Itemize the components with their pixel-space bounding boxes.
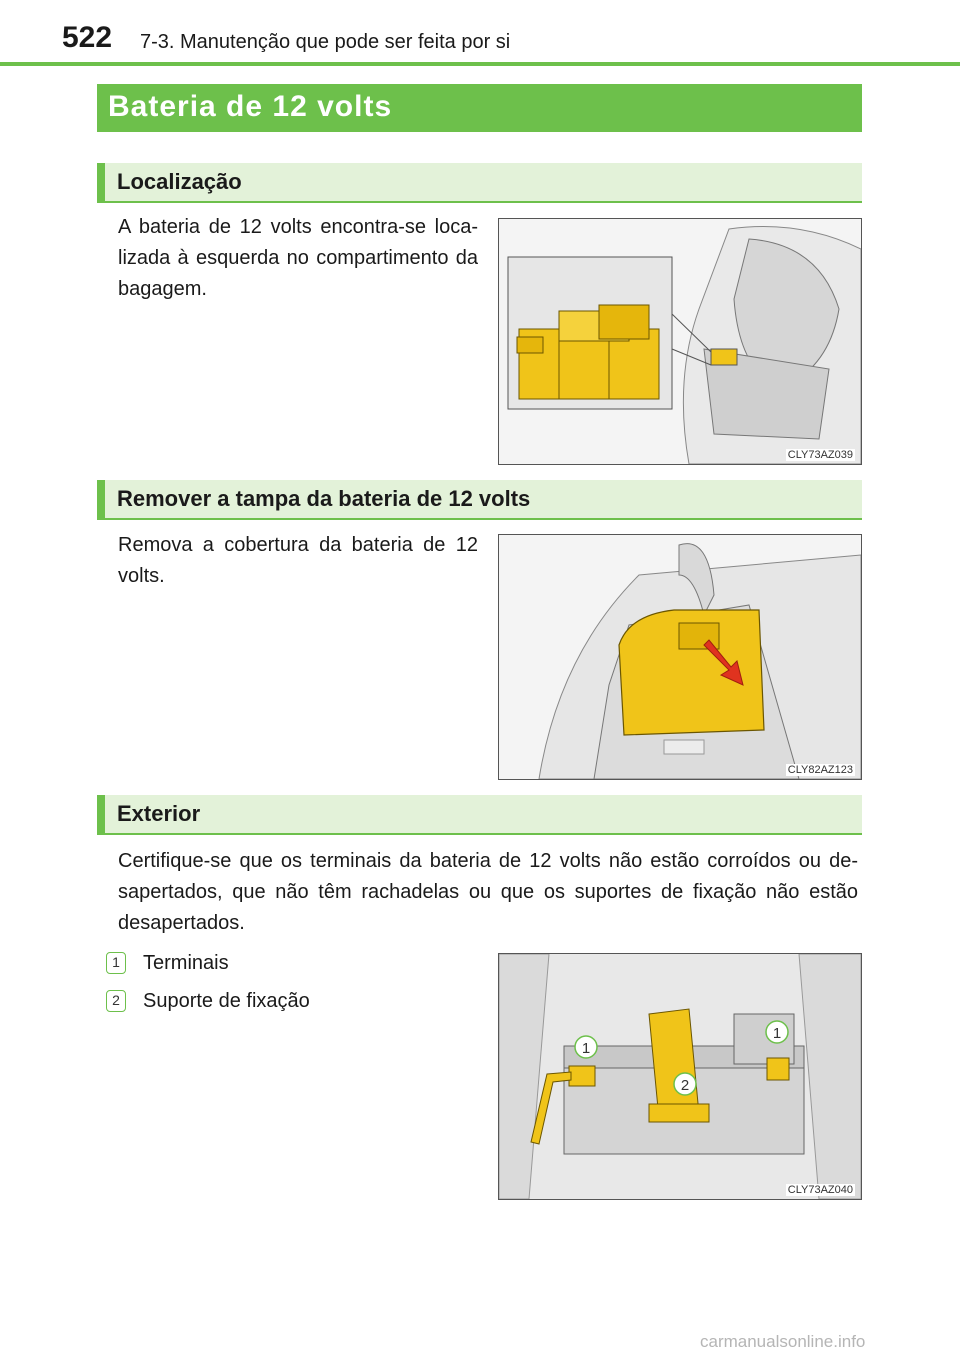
chapter-title: 7-3. Manutenção que pode ser feita por si	[140, 31, 511, 53]
section-title-cover: Remover a tampa da bateria de 12 volts	[117, 486, 531, 511]
section-title-exterior: Exterior	[117, 801, 201, 826]
list-item-suporte: Suporte de fixação	[143, 990, 310, 1012]
figure-code: CLY73AZ039	[787, 449, 853, 461]
list-item-terminais: Terminais	[143, 952, 229, 974]
section-header-exterior	[97, 795, 862, 835]
section-header-location	[97, 163, 862, 203]
figure-battery-location	[498, 218, 862, 465]
section-header-cover	[97, 480, 862, 520]
figure-code: CLY82AZ123	[787, 764, 853, 776]
watermark: carmanualsonline.info	[700, 1332, 866, 1351]
figure-battery-exterior	[498, 953, 862, 1200]
section-accent-bar	[97, 480, 105, 518]
figure-code: CLY73AZ040	[787, 1184, 853, 1196]
main-title: Bateria de 12 volts	[108, 90, 393, 123]
remove-cover-illustration	[499, 535, 861, 779]
list-number-1: 1	[106, 952, 126, 974]
section-accent-bar	[97, 163, 105, 201]
battery-location-illustration	[499, 219, 861, 464]
header-rule	[0, 62, 960, 66]
callout-terminal-left: 1	[581, 1040, 591, 1057]
figure-remove-cover	[498, 534, 862, 780]
list-number-2: 2	[106, 990, 126, 1012]
callout-terminal-right: 1	[772, 1025, 782, 1042]
location-text: A bateria de 12 volts encontra-se loca-lizada à esquerda no compartimento da bagagem.	[118, 216, 478, 300]
section-title-location: Localização	[117, 169, 242, 194]
battery-exterior-illustration	[499, 954, 861, 1199]
page-number: 522	[62, 21, 113, 54]
cover-text: Remova a cobertura da bateria de 12 volts.	[118, 534, 478, 587]
callout-bracket: 2	[680, 1077, 690, 1094]
exterior-text: Certifique-se que os terminais da bateria de 12 volts não estão corroídos ou de-sapertados, que não têm rachadelas ou que os suportes de fixação não estão desapertados.	[118, 850, 858, 934]
section-accent-bar	[97, 795, 105, 833]
